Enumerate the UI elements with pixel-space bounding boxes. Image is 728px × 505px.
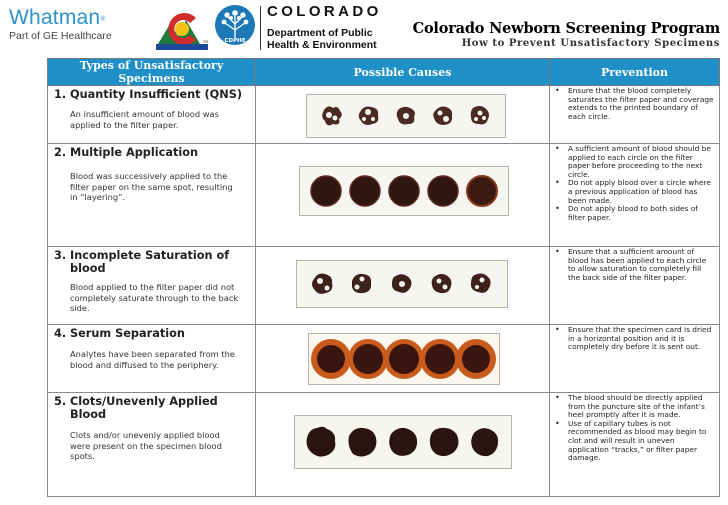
prevention-list — [554, 145, 714, 222]
prevention-item: • A sufficient amount of blood should be applied to each circle on the filter paper before proceeding to the next circle. — [554, 145, 714, 179]
prevention-item: • Do not apply blood over a circle where a previous application of blood has been made. — [554, 179, 714, 205]
row-number: 5. — [54, 395, 67, 408]
header-prevention: Prevention — [550, 59, 720, 86]
blood-spot — [308, 269, 338, 299]
prevention-list — [554, 394, 714, 463]
prevention-list — [554, 87, 714, 121]
prevention-cell — [550, 144, 720, 247]
type-cell — [48, 325, 256, 393]
prevention-cell — [550, 86, 720, 144]
row-number: 4. — [54, 327, 67, 340]
serum-core — [462, 345, 490, 373]
cause-cell — [256, 393, 550, 497]
row-title: Multiple Application — [70, 146, 199, 159]
prevention-item: • Ensure that the specimen card is dried in a horizontal position and it is completely dry before it is sent out. — [554, 326, 714, 352]
serum-core — [425, 344, 455, 374]
prevention-cell — [550, 325, 720, 393]
cause-cell — [256, 325, 550, 393]
specimen-photo-multiple — [299, 166, 509, 216]
cause-cell — [256, 144, 550, 247]
table-row — [48, 325, 720, 393]
logo-divider — [260, 6, 261, 50]
brand-name: Whatman — [9, 6, 101, 29]
blood-spot — [347, 269, 377, 299]
specimen-photo-qns — [306, 94, 506, 138]
specimen-table — [47, 58, 720, 497]
serum-core — [353, 344, 383, 374]
blood-spot — [426, 424, 462, 460]
row-number: 1. — [54, 88, 67, 101]
row-title: Incomplete Saturation of blood — [70, 249, 230, 275]
header-types: Types of Unsatisfactory Specimens — [48, 59, 256, 86]
blood-spot — [467, 424, 503, 460]
row-number: 3. — [54, 249, 67, 262]
blood-spot — [465, 174, 499, 208]
colorado-c-icon — [156, 6, 208, 50]
blood-spot — [392, 102, 420, 130]
blood-spot — [466, 269, 496, 299]
program-title: Colorado Newborn Screening Program — [412, 20, 720, 37]
prevention-list — [554, 326, 714, 352]
serum-core — [389, 344, 419, 374]
dept-line-1: Department of Public — [267, 27, 373, 39]
whatman-logo — [9, 7, 112, 42]
table-row — [48, 144, 720, 247]
cause-cell — [256, 86, 550, 144]
type-cell — [48, 86, 256, 144]
blood-spot — [348, 174, 382, 208]
prevention-cell — [550, 393, 720, 497]
prevention-cell — [550, 247, 720, 325]
row-description: Clots and/or unevenly applied blood were present on the specimen blood spots. — [70, 430, 222, 461]
blood-spot — [387, 174, 421, 208]
table-header-row — [48, 59, 720, 86]
state-name: COLORADO — [267, 3, 382, 20]
brand-mark: ® — [100, 16, 106, 23]
cdphe-tree-icon — [212, 4, 258, 54]
row-description: An insufficient amount of blood was applied to the filter paper. — [70, 109, 219, 130]
prevention-item: • Ensure that the blood completely saturates the filter paper and coverage extends to the printed boundary of each circle. — [554, 87, 714, 121]
page-header — [0, 0, 728, 58]
prevention-list — [554, 248, 714, 282]
serum-strip — [311, 336, 497, 382]
blood-spot — [387, 269, 417, 299]
program-subtitle: How to Prevent Unsatisfactory Specimens — [461, 38, 720, 49]
table-row — [48, 247, 720, 325]
row-description: Blood applied to the filter paper did not completely saturate through to the back side. — [70, 282, 239, 313]
department-block — [267, 3, 382, 51]
row-description: Analytes have been separated from the blood and diffused to the periphery. — [70, 349, 236, 370]
specimen-photo-serum — [308, 333, 500, 385]
dept-line-2: Health & Environment — [267, 39, 377, 51]
blood-spot — [426, 174, 460, 208]
prevention-item: • Ensure that a sufficient amount of blood has been applied to each circle to allow saturation to completely fill the back side of the filter paper. — [554, 248, 714, 282]
blood-spot — [303, 424, 339, 460]
program-heading — [413, 20, 720, 49]
cdphe-label: CDPHE — [224, 38, 246, 44]
specimen-photo-clots — [294, 415, 512, 469]
table-row — [48, 393, 720, 497]
specimen-photo-incomplete — [296, 260, 508, 308]
blood-spot — [355, 102, 383, 130]
blood-spot — [309, 174, 343, 208]
blood-spot — [466, 102, 494, 130]
table-row — [48, 86, 720, 144]
blood-spot — [385, 424, 421, 460]
serum-core — [317, 345, 345, 373]
blood-spot — [429, 102, 457, 130]
co-logo-mark: TM — [203, 40, 208, 44]
row-description: Blood was successively applied to the filter paper on the same spot, resulting in “layering”. — [70, 171, 233, 202]
blood-spot — [344, 424, 380, 460]
blood-spot — [427, 269, 457, 299]
type-cell — [48, 247, 256, 325]
brand-sub: Part of GE Healthcare — [9, 30, 112, 42]
prevention-item: • The blood should be directly applied from the puncture site of the infant’s heel promptly after it is made. — [554, 394, 714, 420]
header-causes: Possible Causes — [256, 59, 550, 86]
prevention-item: • Do not apply blood to both sides of filter paper. — [554, 205, 714, 222]
prevention-item: • Use of capillary tubes is not recommended as blood may begin to clot and will result in uneven application “tracks,” or filter paper damage. — [554, 420, 714, 463]
blood-spot — [318, 102, 346, 130]
type-cell — [48, 144, 256, 247]
row-title: Clots/Unevenly Applied Blood — [70, 395, 218, 421]
cause-cell — [256, 247, 550, 325]
row-number: 2. — [54, 146, 67, 159]
type-cell — [48, 393, 256, 497]
row-title: Quantity Insufficient (QNS) — [70, 88, 243, 101]
row-title: Serum Separation — [70, 327, 185, 340]
